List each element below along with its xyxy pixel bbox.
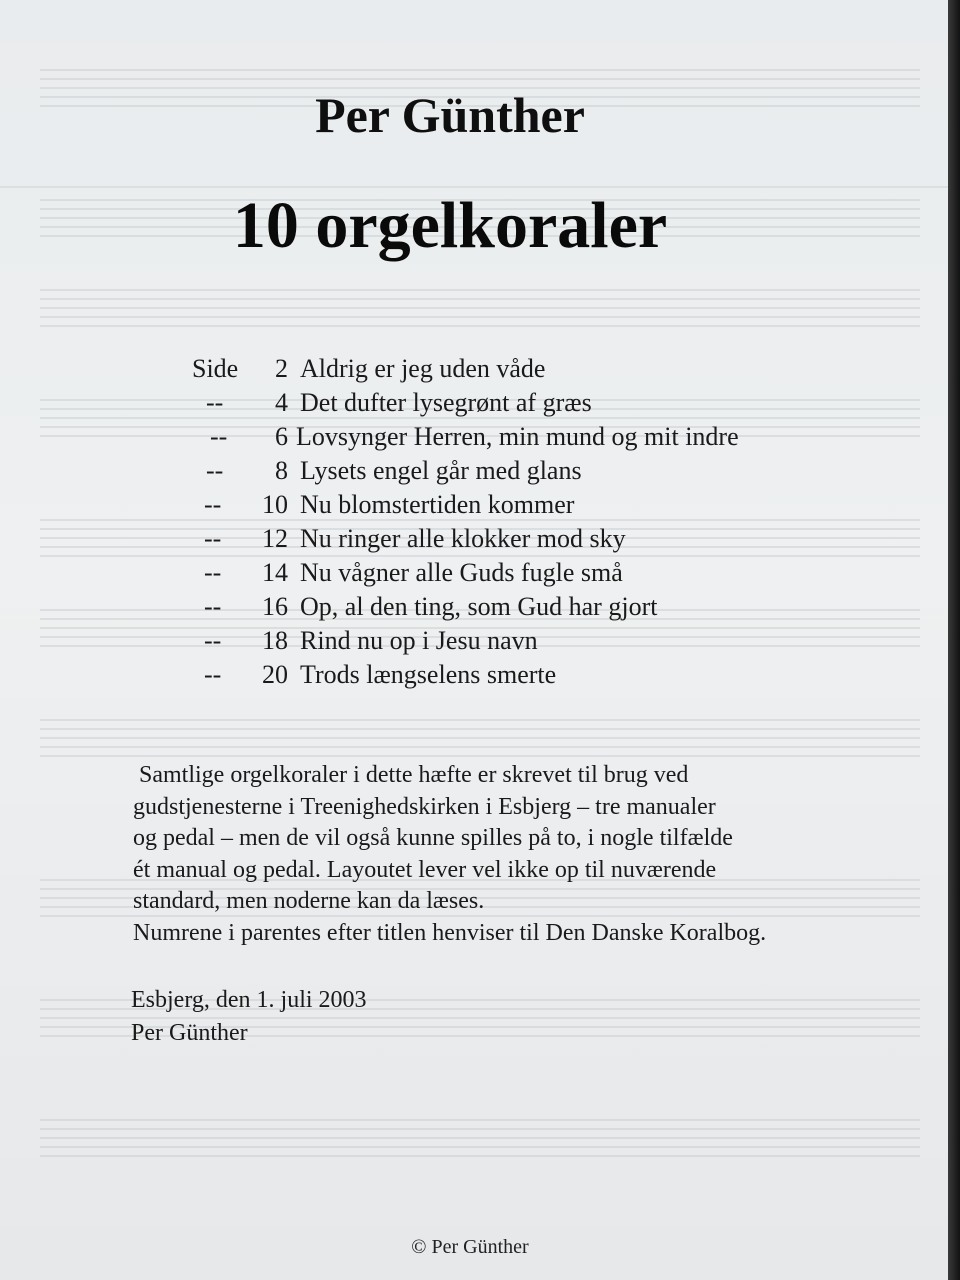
- toc-prefix: Side: [192, 354, 239, 383]
- toc-page-number: 2: [275, 354, 288, 383]
- toc-row: [192, 456, 842, 490]
- toc-row: [192, 388, 842, 422]
- toc-title: Trods længselens smerte: [300, 660, 557, 689]
- preface-line: Numrene i parentes efter titlen henviser til Den Danske Koralbog.: [133, 919, 767, 946]
- toc-prefix: --: [204, 592, 222, 621]
- toc-prefix: --: [204, 524, 222, 553]
- toc-title: Nu ringer alle klokker mod sky: [300, 524, 626, 553]
- toc-title: Lysets engel går med glans: [300, 456, 582, 485]
- signature-block: [131, 984, 367, 1050]
- table-of-contents: [192, 354, 842, 694]
- signature-name: Per Günther: [131, 1020, 248, 1046]
- toc-prefix: --: [206, 456, 224, 485]
- toc-title: Aldrig er jeg uden våde: [300, 354, 546, 383]
- toc-prefix: --: [204, 626, 222, 655]
- toc-title: Lovsynger Herren, min mund og mit indre: [296, 422, 739, 451]
- toc-title: Det dufter lysegrønt af græs: [300, 388, 592, 417]
- toc-page-number: 12: [262, 524, 288, 553]
- toc-page-number: 20: [262, 660, 288, 689]
- preface-line: og pedal – men de vil også kunne spilles på to, i nogle tilfælde: [133, 825, 733, 851]
- toc-prefix: --: [204, 490, 222, 519]
- toc-row: [192, 558, 842, 592]
- toc-prefix: --: [210, 422, 228, 451]
- toc-page-number: 6: [275, 422, 288, 451]
- preface-line: ét manual og pedal. Layoutet lever vel ikke op til nuværende: [133, 856, 717, 883]
- toc-row: [192, 422, 842, 456]
- toc-row: [192, 660, 842, 694]
- author-heading: Per Günther: [315, 87, 585, 143]
- preface-paragraph: [133, 760, 873, 949]
- toc-row: [192, 592, 842, 626]
- toc-prefix: --: [204, 660, 222, 689]
- toc-page-number: 14: [262, 558, 288, 587]
- toc-title: Nu blomstertiden kommer: [300, 490, 575, 519]
- toc-title: Op, al den ting, som Gud har gjort: [300, 592, 658, 621]
- page-title: 10 orgelkoraler: [232, 189, 668, 262]
- toc-title: Nu vågner alle Guds fugle små: [300, 558, 623, 587]
- toc-row: [192, 524, 842, 558]
- preface-line: gudstjenesterne i Treenighedskirken i Esbjerg – tre manualer: [133, 793, 716, 820]
- toc-page-number: 4: [275, 388, 288, 417]
- toc-page-number: 16: [262, 592, 288, 621]
- page-edge-shadow: [948, 0, 960, 1280]
- toc-page-number: 10: [262, 490, 288, 519]
- signature-place-date: Esbjerg, den 1. juli 2003: [131, 987, 367, 1013]
- toc-row: [192, 490, 842, 524]
- toc-page-number: 18: [262, 626, 288, 655]
- toc-row: [192, 354, 842, 388]
- toc-row: [192, 626, 842, 660]
- toc-prefix: --: [204, 558, 222, 587]
- toc-prefix: --: [206, 388, 224, 417]
- copyright-notice: © Per Günther: [411, 1236, 529, 1258]
- toc-page-number: 8: [275, 456, 288, 485]
- preface-line: standard, men noderne kan da læses.: [133, 888, 485, 914]
- preface-line: Samtlige orgelkoraler i dette hæfte er skrevet til brug ved: [139, 762, 689, 788]
- toc-title: Rind nu op i Jesu navn: [300, 626, 538, 655]
